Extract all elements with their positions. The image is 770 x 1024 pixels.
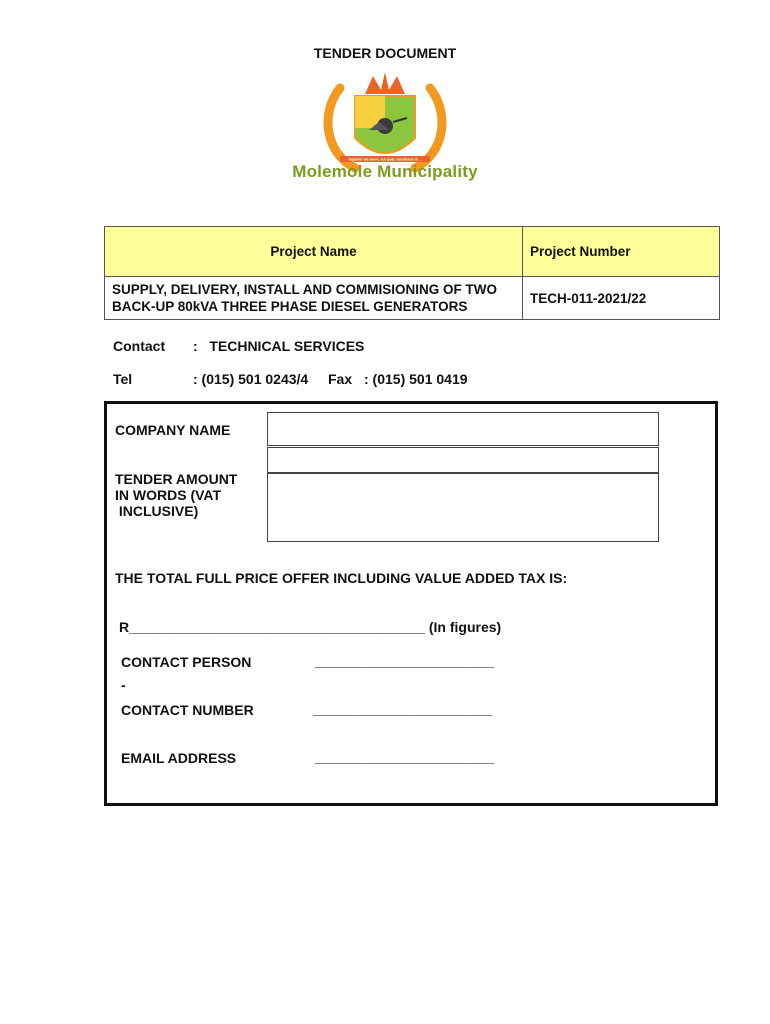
separator-dash: - (121, 677, 126, 693)
logo-name: Molemole Municipality (292, 162, 478, 181)
tender-form-box (104, 401, 718, 806)
project-table (104, 226, 720, 320)
project-name-cell (105, 277, 523, 320)
email-address-label: EMAIL ADDRESS (121, 750, 237, 766)
tender-amount-line: INCLUSIVE) (115, 503, 199, 519)
tender-amount-line: TENDER AMOUNT (115, 471, 238, 487)
fax-label: Fax (328, 371, 353, 387)
contact-number-label: CONTACT NUMBER (121, 702, 254, 718)
contact-label: Contact (113, 338, 166, 354)
table-row (105, 277, 720, 320)
total-offer-text: THE TOTAL FULL PRICE OFFER INCLUDING VALUE ADDED TAX IS: (115, 570, 568, 586)
project-name-line: BACK-UP 80kVA THREE PHASE DIESEL GENERATORS (112, 299, 468, 314)
company-name-field-extra[interactable] (267, 447, 659, 474)
tender-amount-label (115, 471, 237, 519)
document-title: TENDER DOCUMENT (313, 45, 457, 61)
tel-label: Tel (113, 371, 133, 387)
tel-value: : (015) 501 0243/4 (193, 371, 309, 387)
contact-person-label: CONTACT PERSON (121, 654, 252, 670)
company-name-field[interactable] (267, 412, 659, 446)
company-name-label: COMPANY NAME (115, 422, 231, 438)
contact-person-field[interactable]: _______________________ (315, 653, 495, 669)
project-number-header: Project Number (523, 227, 720, 277)
amount-figures-field[interactable]: R______________________________________ (In figures) (119, 619, 502, 635)
contact-value: : TECHNICAL SERVICES (193, 338, 365, 354)
contact-number-field[interactable]: _______________________ (313, 701, 493, 717)
email-address-field[interactable]: _______________________ (315, 749, 495, 765)
table-header-row (105, 227, 720, 277)
tender-amount-words-field[interactable] (267, 472, 659, 542)
project-name-header: Project Name (105, 227, 523, 277)
logo-motto: Together we serve, our goal, excellence in ... (348, 157, 422, 162)
project-name-line: SUPPLY, DELIVERY, INSTALL AND COMMISIONING OF TWO (112, 282, 498, 297)
fax-value: : (015) 501 0419 (364, 371, 468, 387)
tender-amount-line: IN WORDS (VAT (115, 487, 222, 503)
project-number-cell: TECH-011-2021/22 (523, 277, 720, 320)
